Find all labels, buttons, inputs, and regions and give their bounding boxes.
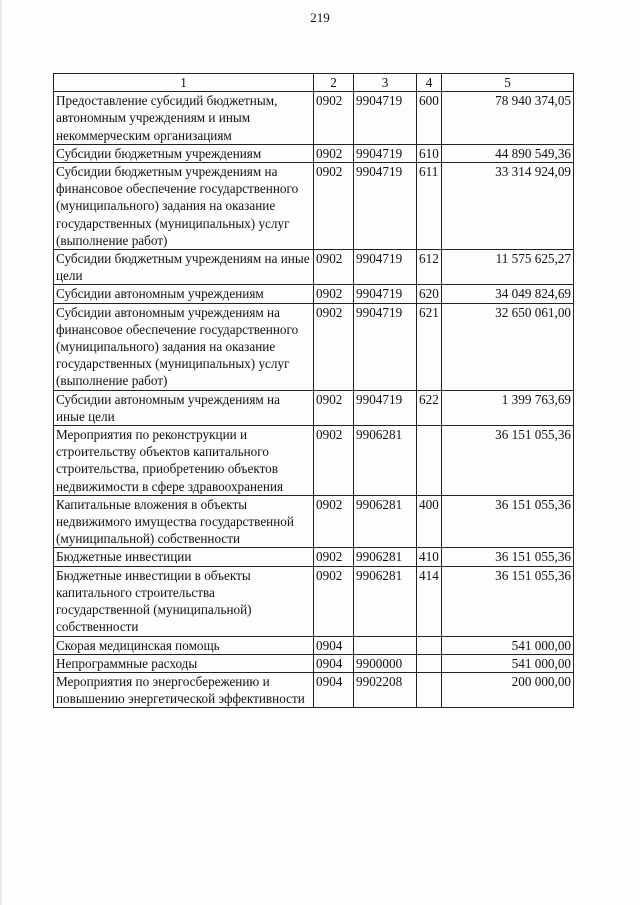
row-target-code: 9904719 <box>354 163 417 250</box>
row-target-code: 9900000 <box>354 654 417 672</box>
row-target-code: 9904719 <box>354 144 417 162</box>
table-row <box>54 566 574 636</box>
row-section-code: 0902 <box>314 163 354 250</box>
row-name: Субсидии бюджетным учреждениям на финансовое обеспечение государственного (муниципального) задания на оказание государственных (муниципальных) услуг (выполнение работ) <box>54 163 314 250</box>
budget-table <box>53 73 574 708</box>
row-target-code: 9906281 <box>354 548 417 566</box>
row-expense-type <box>417 672 442 707</box>
row-name: Субсидии бюджетным учреждениям на иные цели <box>54 250 314 285</box>
row-section-code: 0902 <box>314 390 354 425</box>
row-expense-type: 400 <box>417 495 442 548</box>
row-amount: 541 000,00 <box>442 636 574 654</box>
row-target-code: 9904719 <box>354 303 417 390</box>
table-row <box>54 144 574 162</box>
table-row <box>54 390 574 425</box>
row-amount: 200 000,00 <box>442 672 574 707</box>
row-expense-type <box>417 426 442 496</box>
table-row <box>54 303 574 390</box>
row-name: Мероприятия по энергосбережению и повышению энергетической эффективности <box>54 672 314 707</box>
page-number: 219 <box>310 10 330 25</box>
table-row <box>54 495 574 548</box>
table-row <box>54 285 574 303</box>
table-row <box>54 636 574 654</box>
table-row <box>54 92 574 145</box>
header-col-2: 2 <box>314 74 354 92</box>
row-name: Субсидии автономным учреждениям <box>54 285 314 303</box>
table-row <box>54 654 574 672</box>
row-section-code: 0902 <box>314 285 354 303</box>
row-amount: 36 151 055,36 <box>442 495 574 548</box>
row-expense-type: 414 <box>417 566 442 636</box>
row-name: Капитальные вложения в объекты недвижимого имущества государственной (муниципальной) собственности <box>54 495 314 548</box>
row-expense-type: 610 <box>417 144 442 162</box>
row-name: Предоставление субсидий бюджетным, автономным учреждениям и иным некоммерческим организациям <box>54 92 314 145</box>
row-target-code: 9904719 <box>354 92 417 145</box>
row-section-code: 0902 <box>314 548 354 566</box>
scan-edge <box>0 0 3 905</box>
row-target-code: 9906281 <box>354 426 417 496</box>
row-expense-type: 611 <box>417 163 442 250</box>
row-name: Субсидии автономным учреждениям на финансовое обеспечение государственного (муниципального) задания на оказание государственных (муниципальных) услуг (выполнение работ) <box>54 303 314 390</box>
row-expense-type: 600 <box>417 92 442 145</box>
row-name: Мероприятия по реконструкции и строительству объектов капитального строительства, приобретению объектов недвижимости в сфере здравоохранения <box>54 426 314 496</box>
row-target-code: 9904719 <box>354 390 417 425</box>
row-section-code: 0902 <box>314 92 354 145</box>
row-name: Бюджетные инвестиции <box>54 548 314 566</box>
header-col-4: 4 <box>417 74 442 92</box>
row-expense-type: 622 <box>417 390 442 425</box>
table-row <box>54 163 574 250</box>
row-section-code: 0904 <box>314 654 354 672</box>
row-amount: 36 151 055,36 <box>442 548 574 566</box>
row-amount: 44 890 549,36 <box>442 144 574 162</box>
row-expense-type: 620 <box>417 285 442 303</box>
row-section-code: 0904 <box>314 636 354 654</box>
row-name: Бюджетные инвестиции в объекты капитального строительства государственной (муниципальной) собственности <box>54 566 314 636</box>
row-section-code: 0902 <box>314 250 354 285</box>
row-amount: 36 151 055,36 <box>442 566 574 636</box>
row-section-code: 0902 <box>314 495 354 548</box>
row-name: Субсидии бюджетным учреждениям <box>54 144 314 162</box>
header-col-3: 3 <box>354 74 417 92</box>
row-amount: 36 151 055,36 <box>442 426 574 496</box>
row-expense-type: 621 <box>417 303 442 390</box>
header-row <box>54 74 574 92</box>
row-section-code: 0904 <box>314 672 354 707</box>
row-target-code <box>354 636 417 654</box>
row-amount: 32 650 061,00 <box>442 303 574 390</box>
row-name: Скорая медицинская помощь <box>54 636 314 654</box>
row-target-code: 9906281 <box>354 566 417 636</box>
row-target-code: 9906281 <box>354 495 417 548</box>
row-amount: 34 049 824,69 <box>442 285 574 303</box>
row-amount: 11 575 625,27 <box>442 250 574 285</box>
row-section-code: 0902 <box>314 426 354 496</box>
row-amount: 1 399 763,69 <box>442 390 574 425</box>
row-target-code: 9902208 <box>354 672 417 707</box>
row-target-code: 9904719 <box>354 250 417 285</box>
row-expense-type <box>417 636 442 654</box>
row-section-code: 0902 <box>314 566 354 636</box>
row-expense-type <box>417 654 442 672</box>
row-amount: 78 940 374,05 <box>442 92 574 145</box>
table-row <box>54 672 574 707</box>
table-row <box>54 250 574 285</box>
row-target-code: 9904719 <box>354 285 417 303</box>
table-row <box>54 426 574 496</box>
row-name: Субсидии автономным учреждениям на иные цели <box>54 390 314 425</box>
header-col-5: 5 <box>442 74 574 92</box>
row-name: Непрограммные расходы <box>54 654 314 672</box>
row-amount: 33 314 924,09 <box>442 163 574 250</box>
row-expense-type: 612 <box>417 250 442 285</box>
table-row <box>54 548 574 566</box>
row-section-code: 0902 <box>314 144 354 162</box>
row-section-code: 0902 <box>314 303 354 390</box>
row-expense-type: 410 <box>417 548 442 566</box>
header-col-1: 1 <box>54 74 314 92</box>
row-amount: 541 000,00 <box>442 654 574 672</box>
